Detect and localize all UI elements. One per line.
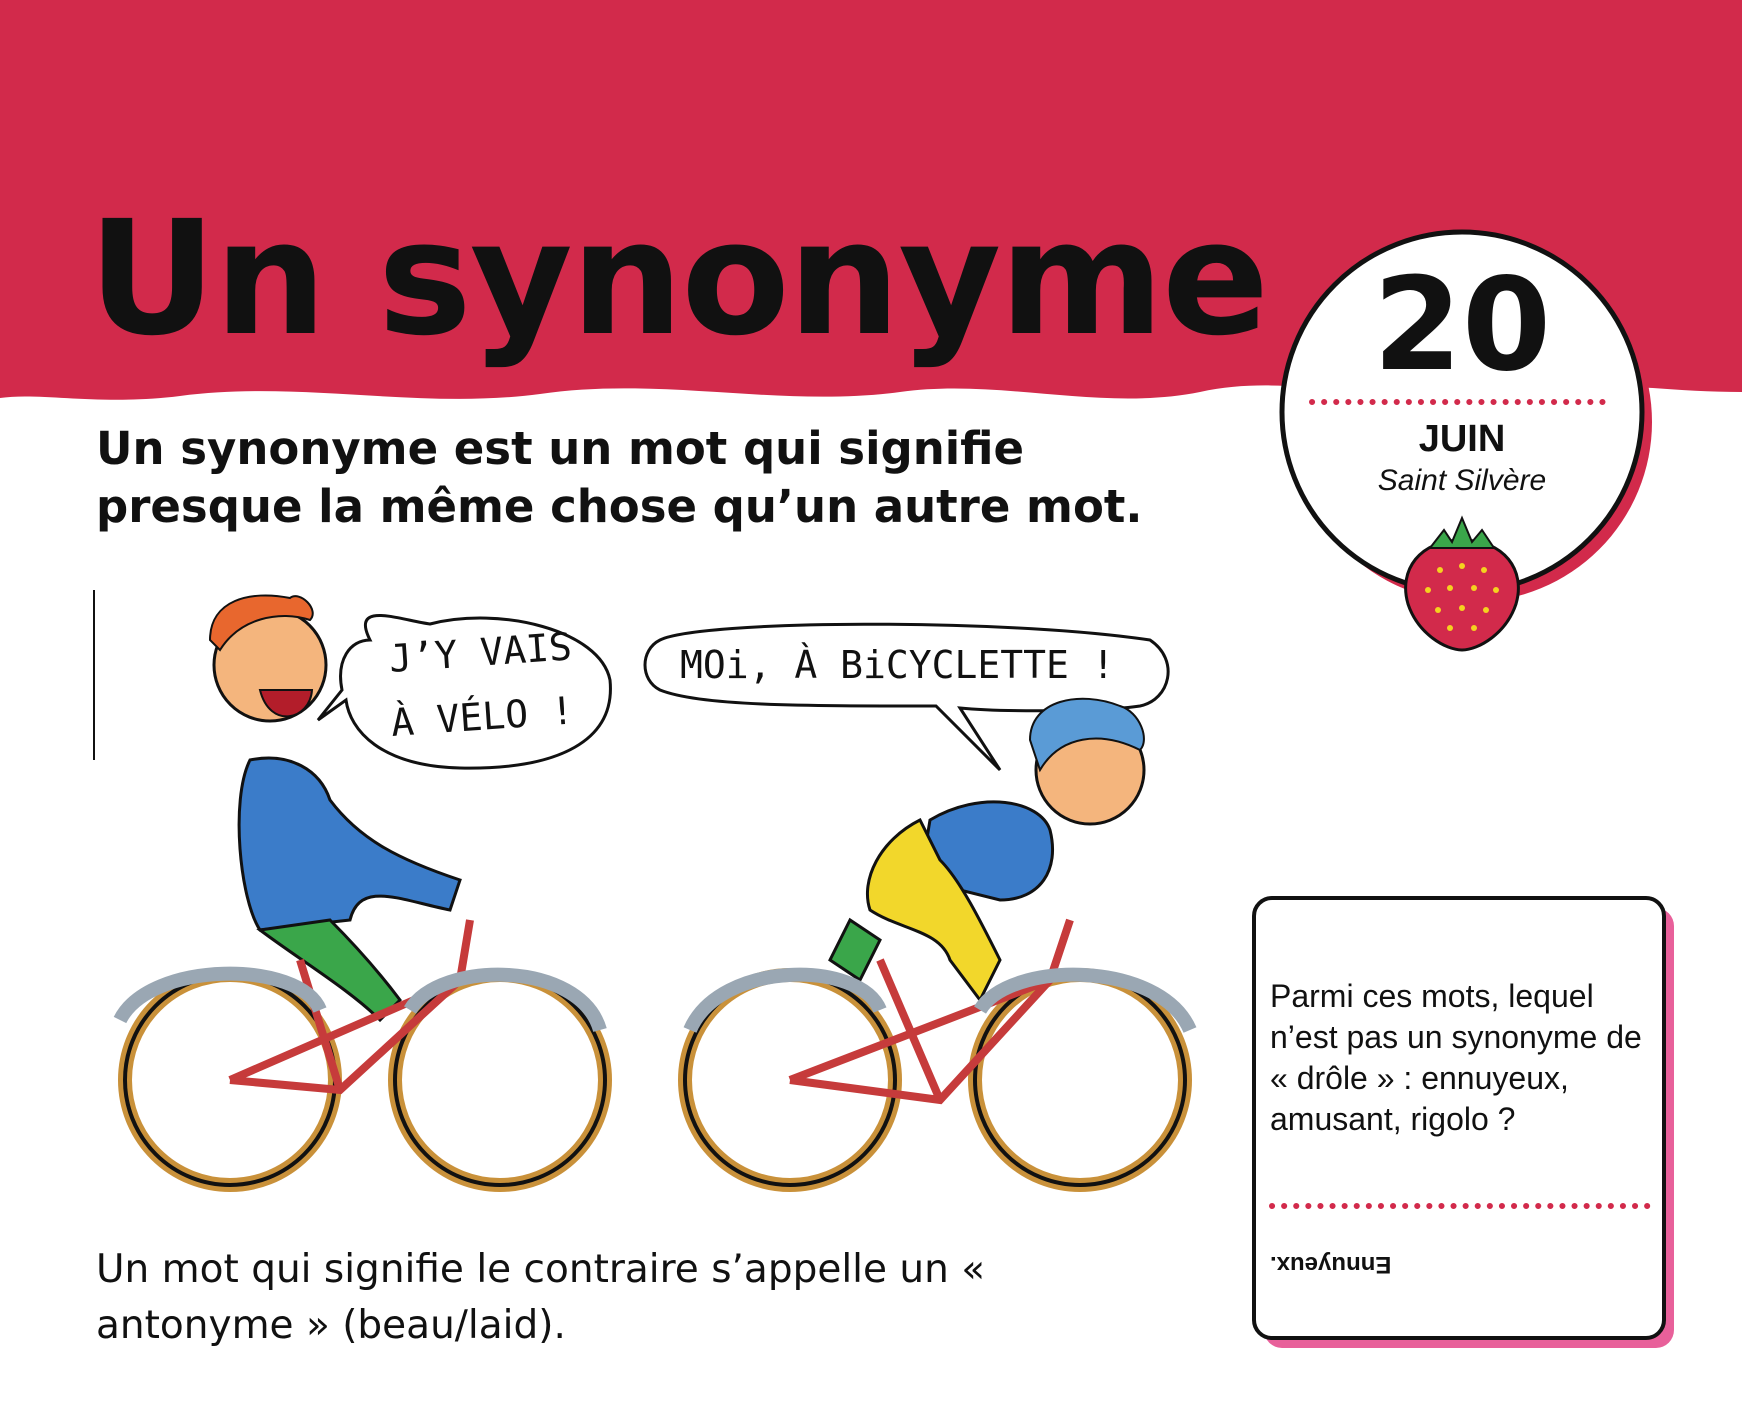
date-month: JUIN [1418, 418, 1506, 460]
quiz-answer: Ennuyeux. [1270, 1251, 1392, 1278]
date-badge [1282, 232, 1642, 592]
bicycle-right [685, 920, 1190, 1185]
boy-on-bike-right [830, 699, 1144, 1000]
definition-text: Un synonyme est un mot qui signifie presque la même chose qu’un autre mot. [96, 422, 1143, 533]
left-bubble-line2: À VÉLO ! [389, 688, 576, 745]
left-bubble-line1: J’Y VAIS [387, 624, 574, 681]
quiz-question: Parmi ces mots, lequel n’est pas un synonyme de « drôle » : ennuyeux, amusant, rigolo ? [1270, 978, 1642, 1137]
page-title: Un synonyme [88, 187, 1268, 371]
date-saint: Saint Silvère [1377, 464, 1547, 497]
comic-illustration [94, 590, 1190, 1185]
right-bubble-text: MOi, À BiCYCLETTE ! [680, 643, 1115, 687]
date-day: 20 [1372, 251, 1552, 400]
antonym-note: Un mot qui signifie le contraire s’appelle un « antonyme » (beau/laid). [96, 1247, 986, 1348]
